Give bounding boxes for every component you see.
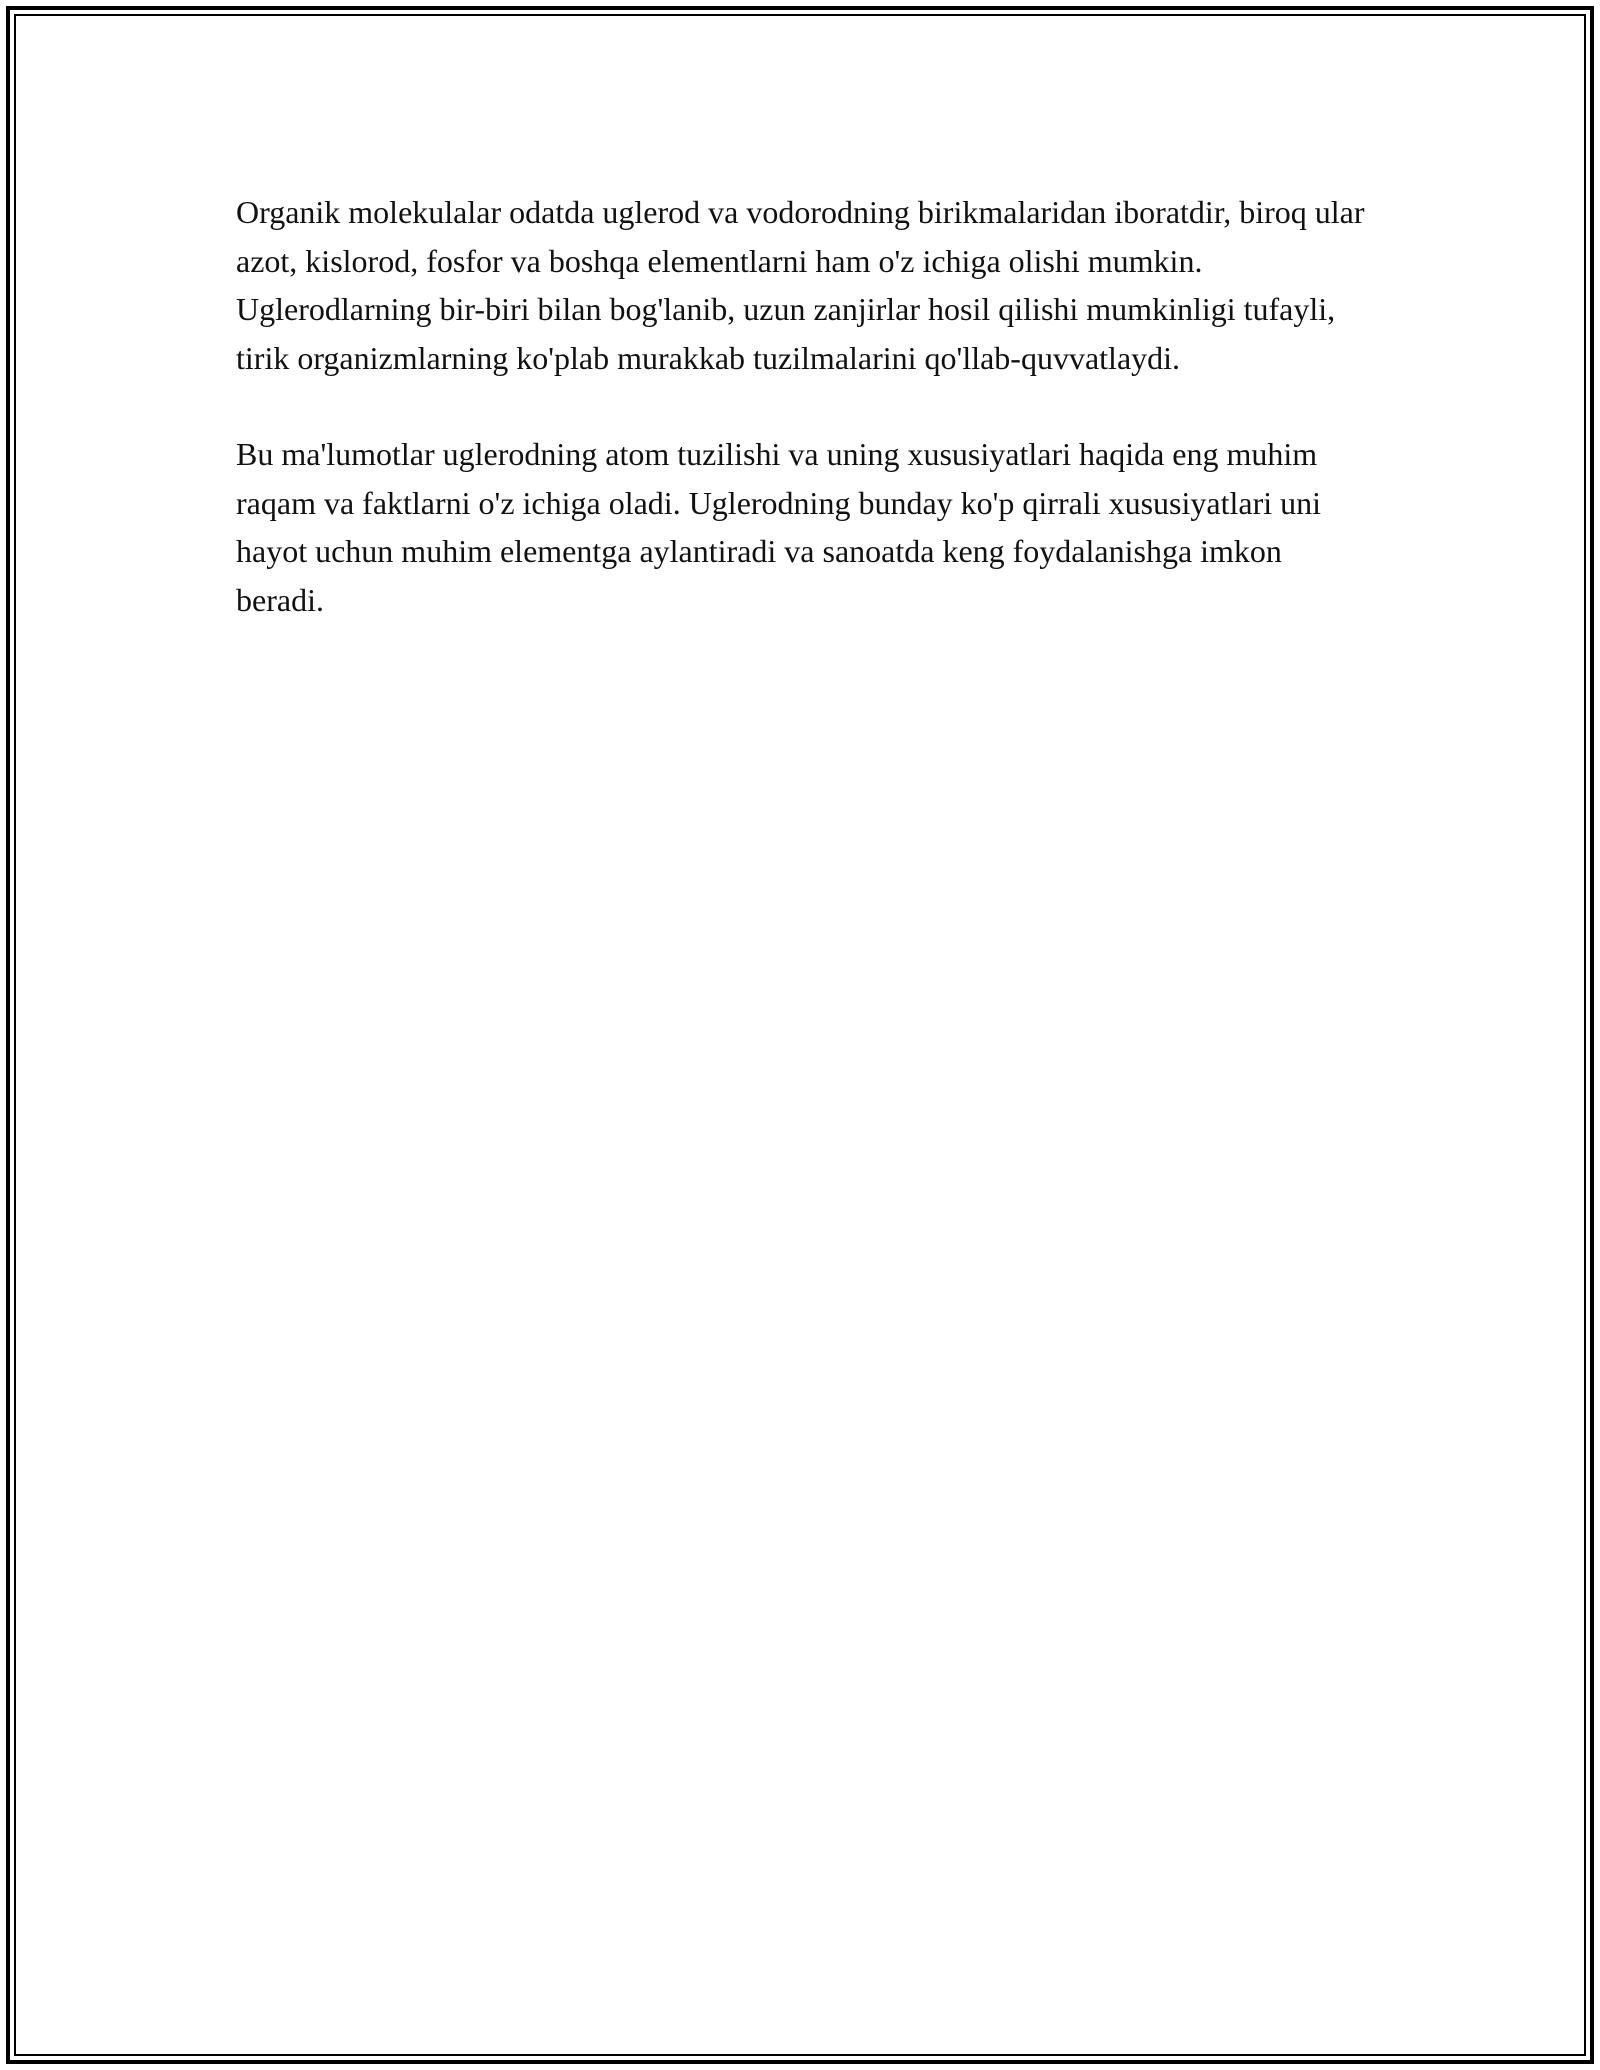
document-body — [236, 188, 1376, 624]
paragraph-carbon-properties: Bu ma'lumotlar uglerodning atom tuzilishi va uning xususiyatlari haqida eng muhim raqam va faktlarni o'z ichiga oladi. Uglerodning bunday ko'p qirrali xususiyatlari uni hayot uchun muhim elementga aylantiradi va sanoatda keng foydalanishga imkon beradi. — [236, 436, 1322, 618]
paragraph-organic-molecules: Organik molekulalar odatda uglerod va vodorodning birikmalaridan iboratdir, biroq ular azot, kislorod, fosfor va boshqa elementlarni ham o'z ichiga olishi mumkin. Uglerodlarning bir-biri bilan bog'lanib, uzun zanjirlar hosil qilishi mumkinligi tufayli, tirik organizmlarning ko'plab murakkab tuzilmalarini qo'llab-quvvatlaydi. — [236, 194, 1365, 376]
